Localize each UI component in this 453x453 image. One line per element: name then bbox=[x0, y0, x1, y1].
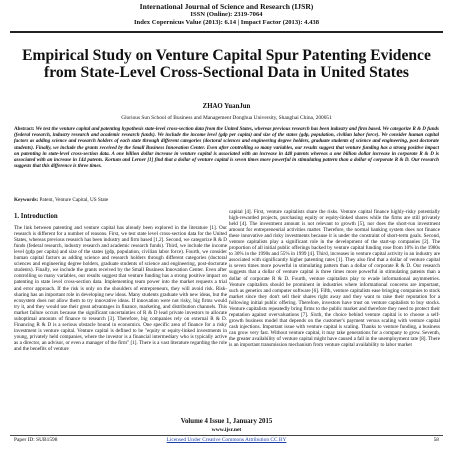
volume-line: Volume 4 Issue 1, January 2015 bbox=[180, 418, 273, 425]
abstract bbox=[14, 126, 439, 169]
right-column-text: capital [4]. First, venture capitalists share the risks. Venture capital finance highly-risky potentially high-rewarded projects, purchasing equity or equity-linked shares while the firms are still privately held [4]. The investment amount is not relevant to growth [5], nor does the short-run investment amount for entrepreneurial activities matter. Therefore, the normal banking system does not finance these innovative and risky investments because it is under the constraint of short-term goals. Second, venture capitalists play a significant role in the development of the start-up companies [2]. The proportion of all initial public offerings backed by venture capital funding rose from 10% in the 1980s to 30% in the 1990s and 55% in 1999 [4]. Third, increases in venture capital activity in an industry are associated with significantly higher patenting rates [1]. They also find that a dollar of venture capital is seven times more powerful in stimulating pattern than a dollar of corporate R & D. Our research suggests that a dollar of venture capital is three times more powerful in stimulating patents than a dollar of corporate R & D. Fourth, venture capitalists play to evade informational asymmetries. Venture capitalists should be prominent in industries where informational concerns are important, such as genetics and computer software [6]. Fifth, venture capitalists ease bringing companies to stock market since they don't sell their shares right away and they want to raise their reputation for a following initial public offering. Therefore, investors have trust on venture capitalists to buy stocks. Venture capitalists repeatedly bring firms to the public market and therefore they need to protect their reputation against overvaluations [7]. Sixth, the choice behind venture capital is to choose a self-growth business model that depends on the customer's payment versus scaling with venture capital cash injections. Important issue with venture capital is scaling. Thanks to venture funding, a business can grow very fast. Without venture capital, it may take generations for a company to grow. Seventh, the greater availability of venture capital might have caused a fall in the unemployment rate [8]. There is an important transmission mechanism from venture capital availability to labor market bbox=[229, 209, 440, 349]
section-heading: 1. Introduction bbox=[14, 213, 58, 220]
left-column-text: The link between patenting and venture capital has already been explored in the literature [1]. Our research is different for a number of reasons. First, we test state level cross-section data for the United States, whereas previous research has been industry and firm based [1,2]. Second, we categorize R & D funds (federal research, industry research and academic research funds). Third, we include the income level (gdp per capita) and size of the states (gdp, population, civilian labor force). Fourth, we consider human capital factors as adding science and research holders through different categories (doctoral sciences and engineering degree holders, graduate students of science and engineering, post-doctorate students). Finally, we include the grants received by the Small Business Innovation Center. Even after controlling so many variables, our results suggest that venture funding has a strong positive impact on patenting in state level cross-section data. Implementing team power into the market requests a trial and error approach. If the risk is only on the shoulders of entrepreneurs, they will avoid risk. Risk-sharing has an important role in developing new ideas. Many students graduate with new ideas, but the ecosystem does not allow them to try innovative ideas. If innovation were not risky, big firms would try it, and they would use their great advantages in finance, marketing, and distribution channels. This market failure occurs because the significant uncertainties of R & D lead private investors to allocate suboptimal amounts of finance to research [3]. Therefore, big companies rely on external R & D. Financing R & D is a serious obstacle bound in economics. One specific area of finance for a risky investment is venture capital. Venture capital is defined to be "equity or equity-linked investments in young, privately held companies, where the investor is a financial intermediary who is typically active as a director, an advisor, or even a manager of the firm" [1]. There is a vast literature regarding the role and the benefits of venture bbox=[14, 225, 227, 352]
header-rule bbox=[10, 31, 443, 33]
journal-index: Index Copernicus Value (2013): 6.14 | Impact Factor (2013): 4.438 bbox=[133, 19, 320, 26]
keywords-text: Patent, Venture Capital, US State bbox=[39, 197, 109, 203]
paper-title: Empirical Study on Venture Capital Spur Patenting Evidence from State-Level Cross-Sectional Data in United States bbox=[22, 47, 431, 81]
right-column bbox=[229, 209, 440, 348]
paper-id: Paper ID: SUB1598 bbox=[14, 437, 58, 443]
license-link[interactable]: Licensed Under Creative Commons Attribution CC BY bbox=[166, 437, 287, 443]
abstract-label: Abstract: bbox=[14, 126, 35, 132]
journal-issn: ISSN (Online): 2319-7064 bbox=[190, 11, 263, 18]
journal-website: www.ijsr.net bbox=[211, 427, 242, 433]
keywords-label: Keywords: bbox=[14, 197, 39, 203]
footer-rule bbox=[10, 435, 443, 436]
page-number: 58 bbox=[433, 437, 439, 443]
left-column bbox=[14, 214, 227, 352]
keywords bbox=[14, 197, 439, 203]
paper-affiliation: Glorious Sun School of Business and Management Donghua University, Shanghai China, 200051 bbox=[121, 115, 332, 121]
abstract-text: We test the venture capital and patenting hypothesis state-level cross-section data from the United States, whereas previous research has been industry and firm based. We categorize R & D funds (federal research, industry research and academic research funds). We include the income level (gdp per capita) and size of the states (gdp, population, civilian labor force). We consider human capital factors as adding science and research holders of each state through different categories (doctoral sciences and engineering degree holders, graduate students of science and engineering, post doctorate students). Finally, we include the grants received by the Small Business Innovation Center. Even after controlling so many variables, our results suggest that venture funding has a strong positive impact on patenting in state-level cross-section data. A one billion dollar increase in venture capital is associated with an increase in 448 patents whereas a one billion dollar increase in corporate R & D is associated with an increase in 144 patents. Kortum and Lerner [1] find that a dollar of venture capital is seven times more powerful in stimulating pattern than a dollar of corporate R & D. Our research suggests that this difference is three times. bbox=[14, 126, 439, 170]
journal-name: International Journal of Science and Research (IJSR) bbox=[139, 2, 314, 11]
journal-header bbox=[0, 2, 453, 27]
paper-author: ZHAO YuanJun bbox=[202, 103, 251, 110]
